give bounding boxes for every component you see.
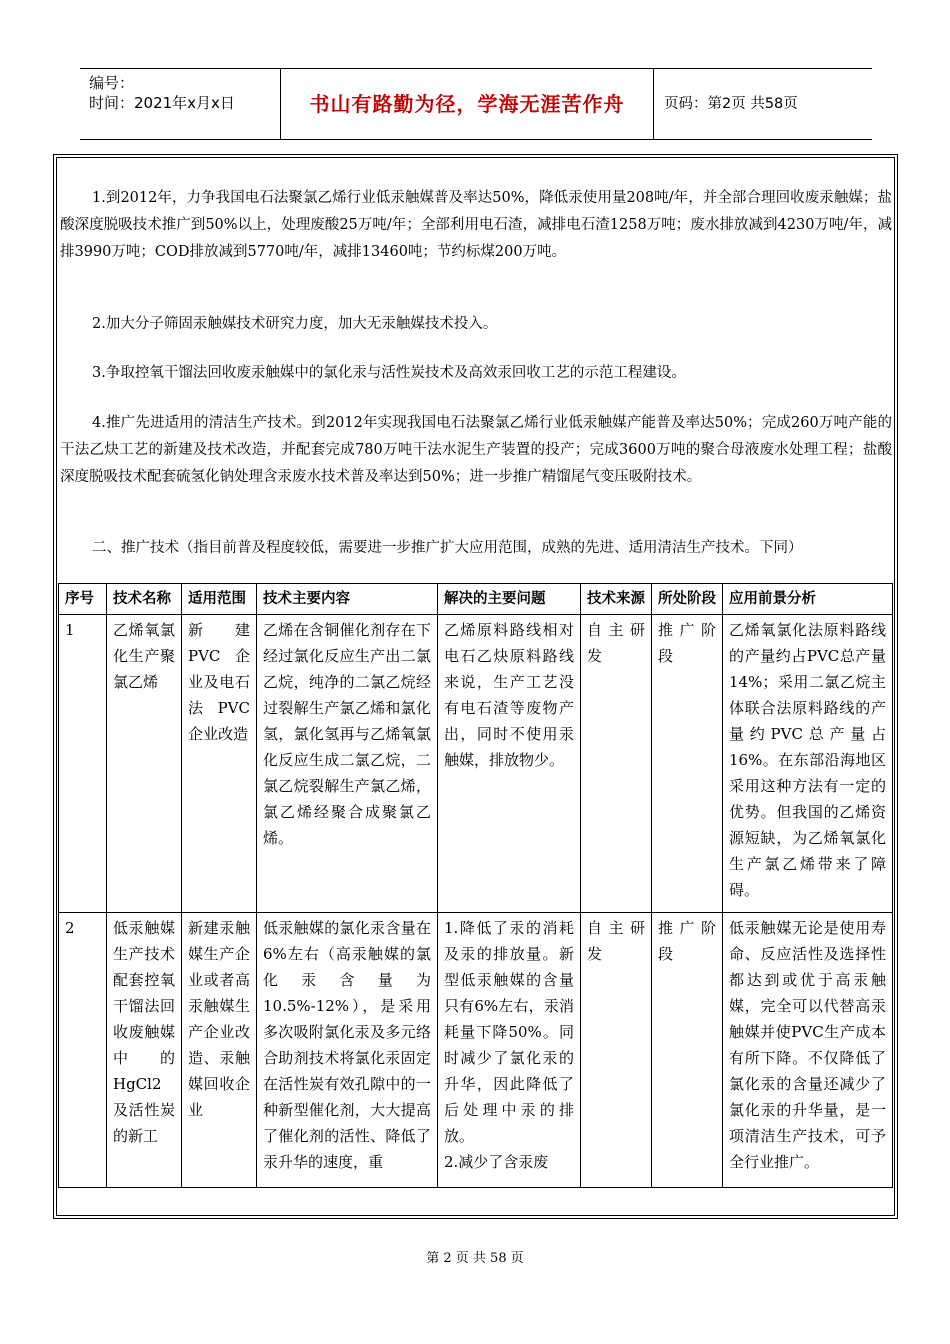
cell-source: 自主研发 [581, 913, 652, 1188]
cell-no: 2 [59, 913, 107, 1188]
technology-table [58, 583, 893, 1188]
cell-source: 自主研发 [581, 615, 652, 913]
paragraph-3: 3.争取控氧干馏法回收废汞触媒中的氯化汞与活性炭技术及高效汞回收工艺的示范工程建设。 [92, 365, 686, 381]
cell-content: 低汞触媒的氯化汞含量在6%左右（高汞触媒的氯化汞含量为10.5%-12%），是采用多次吸附氯化汞及多元络合助剂技术将氯化汞固定在活性炭有效孔隙中的一种新型催化剂，大大提高了催化剂的活性、降低了汞升华的速度，重 [257, 913, 438, 1188]
page-header [80, 68, 872, 140]
date-label: 时间：2021年x月x日 [89, 94, 235, 112]
page-footer: 第 2 页 共 58 页 [426, 1251, 524, 1266]
number-label: 编号： [89, 74, 135, 92]
header-page-cell [654, 69, 872, 139]
cell-content: 乙烯在含铜催化剂存在下经过氯化反应生产出二氯乙烷，纯净的二氯乙烷经过裂解生产氯乙烯和氯化氢，氯化氢再与乙烯氧氯化反应生成二氯乙烷，二氯乙烷裂解生产氯乙烯，氯乙烯经聚合成聚氯乙烯。 [257, 615, 438, 913]
col-header-no: 序号 [59, 584, 107, 615]
cell-prospect: 低汞触媒无论是使用寿命、反应活性及选择性都达到或优于高汞触媒，完全可以代替高汞触媒并使PVC生产成本有所下降。不仅降低了氯化汞的含量还减少了氯化汞的升华量，是一项清洁生产技术，可予全行业推广。 [723, 913, 893, 1188]
cell-name: 低汞触媒生产技术配套控氧干馏法回收废触媒中的HgCl2及活性炭的新工 [107, 913, 182, 1188]
table-header-row [59, 584, 893, 615]
table-row [59, 615, 893, 913]
paragraph-1: 1.到2012年，力争我国电石法聚氯乙烯行业低汞触媒普及率达50%，降低汞使用量208吨/年，并全部合理回收废汞触媒；盐酸深度脱吸技术推广到50%以上，处理废酸25万吨/年；全部利用电石渣，减排电石渣1258万吨；废水排放减到4230万吨/年，减排3990万吨；COD排放减到5770吨/年，减排13460吨；节约标煤200万吨。 [60, 190, 892, 260]
cell-prospect: 乙烯氧氯化法原料路线的产量约占PVC总产量14%；采用二氯乙烷主体联合法原料路线的产量约PVC总产量占16%。在东部沿海地区采用这种方法有一定的优势。但我国的乙烯资源短缺，为乙烯氧氯化生产氯乙烯带来了障碍。 [723, 615, 893, 913]
col-header-source: 技术来源 [581, 584, 652, 615]
cell-stage: 推广阶段 [652, 913, 723, 1188]
table-row [59, 913, 893, 1188]
motto: 书山有路勤为径，学海无涯苦作舟 [309, 92, 625, 116]
page-info: 页码：第2页 共58页 [664, 96, 798, 112]
cell-problem: 1.降低了汞的消耗及汞的排放量。新型低汞触媒的含量只有6%左右，汞消耗量下降50%。同时减少了氯化汞的升华，因此降低了后处理中汞的排放。 2.减少了含汞废 [438, 913, 581, 1188]
cell-scope: 新建PVC企业及电石法PVC企业改造 [182, 615, 257, 913]
cell-no: 1 [59, 615, 107, 913]
cell-problem: 乙烯原料路线相对电石乙炔原料路线来说，生产工艺没有电石渣等废物产出，同时不使用汞触媒，排放物少。 [438, 615, 581, 913]
col-header-stage: 所处阶段 [652, 584, 723, 615]
col-header-problem: 解决的主要问题 [438, 584, 581, 615]
header-motto-cell [281, 69, 654, 139]
paragraph-2: 2.加大分子筛固汞触媒技术研究力度，加大无汞触媒技术投入。 [92, 316, 498, 332]
col-header-prospect: 应用前景分析 [723, 584, 893, 615]
col-header-name: 技术名称 [107, 584, 182, 615]
cell-scope: 新建汞触媒生产企业或者高汞触媒生产企业改造、汞触媒回收企业 [182, 913, 257, 1188]
cell-stage: 推广阶段 [652, 615, 723, 913]
paragraph-4: 4.推广先进适用的清洁生产技术。到2012年实现我国电石法聚氯乙烯行业低汞触媒产能普及率达50%；完成260万吨产能的干法乙炔工艺的新建及技术改造，并配套完成780万吨干法水泥生产装置的投产；完成3600万吨的聚合母液废水处理工程；盐酸深度脱吸技术配套硫氢化钠处理含汞废水技术普及率达到50%；进一步推广精馏尾气变压吸附技术。 [60, 415, 892, 485]
section-heading: 二、推广技术（指目前普及程度较低，需要进一步推广扩大应用范围，成熟的先进、适用清洁生产技术。下同） [92, 540, 803, 556]
col-header-scope: 适用范围 [182, 584, 257, 615]
header-meta-cell [80, 69, 281, 139]
cell-name: 乙烯氧氯化生产聚氯乙烯 [107, 615, 182, 913]
col-header-content: 技术主要内容 [257, 584, 438, 615]
